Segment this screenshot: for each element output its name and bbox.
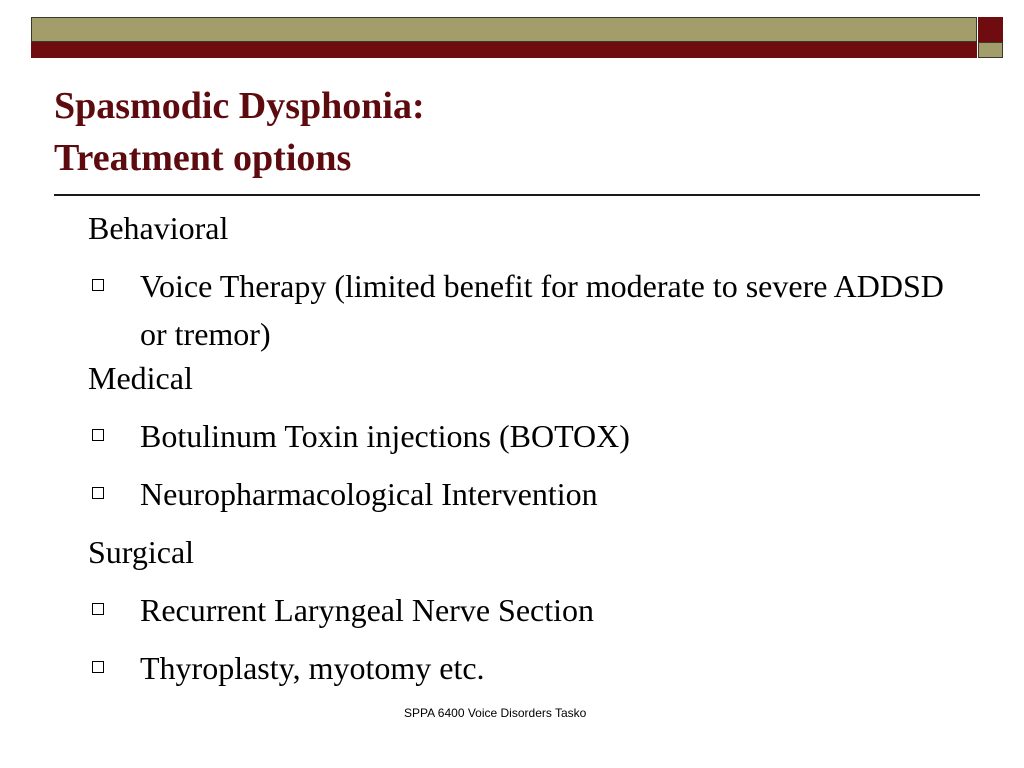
bullet-thyroplasty bbox=[88, 644, 968, 694]
header-olive-band bbox=[31, 17, 977, 42]
section-heading-surgical: Surgical bbox=[88, 534, 195, 570]
bullet-text: Thyroplasty, myotomy etc. bbox=[140, 650, 485, 686]
bullet-neuropharmacological bbox=[88, 470, 968, 520]
bullet-text: Botulinum Toxin injections (BOTOX) bbox=[140, 418, 630, 454]
bullet-text: Voice Therapy (limited benefit for moderate to severe ADDSD or tremor) bbox=[140, 268, 944, 352]
section-heading-medical: Medical bbox=[88, 360, 193, 396]
hollow-square-bullet-icon bbox=[92, 603, 104, 615]
hollow-square-bullet-icon bbox=[92, 487, 104, 499]
slide-body bbox=[88, 204, 968, 702]
section-heading-behavioral: Behavioral bbox=[88, 210, 229, 246]
bullet-nerve-section bbox=[88, 586, 968, 636]
bullet-text: Neuropharmacological Intervention bbox=[140, 476, 598, 512]
hollow-square-bullet-icon bbox=[92, 429, 104, 441]
slide-title bbox=[54, 80, 425, 184]
slide-title-line2: Treatment options bbox=[54, 137, 352, 179]
bullet-voice-therapy bbox=[88, 262, 968, 352]
footer-text: SPPA 6400 Voice Disorders Tasko bbox=[404, 706, 587, 720]
header-maroon-band bbox=[31, 42, 977, 58]
slide-title-line1: Spasmodic Dysphonia: bbox=[54, 85, 425, 127]
header-maroon-square bbox=[978, 17, 1003, 42]
bullet-botox bbox=[88, 412, 968, 462]
title-divider bbox=[54, 194, 980, 196]
hollow-square-bullet-icon bbox=[92, 661, 104, 673]
header-olive-square bbox=[978, 42, 1003, 58]
bullet-text: Recurrent Laryngeal Nerve Section bbox=[140, 592, 595, 628]
hollow-square-bullet-icon bbox=[92, 279, 104, 291]
